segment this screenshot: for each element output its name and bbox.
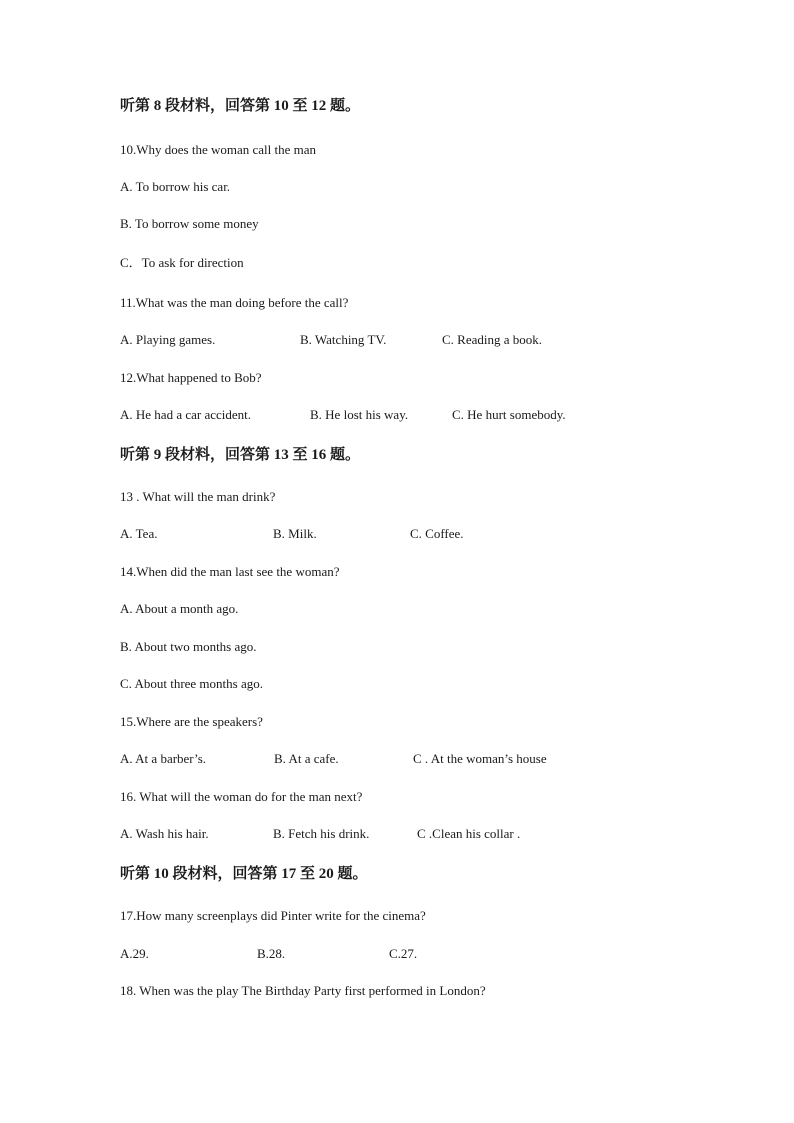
answer-option: B. About two months ago. <box>120 639 257 654</box>
answer-option: C. About three months ago. <box>120 676 263 691</box>
section-heading: 听第 9 段材料，回答第 13 至 16 题。 <box>120 447 361 463</box>
question-text: 17.How many screenplays did Pinter write for the cinema? <box>120 908 426 923</box>
question-text: 15.Where are the speakers? <box>120 714 263 729</box>
question-text: 10.Why does the woman call the man <box>120 142 317 157</box>
answer-option: A. Wash his hair. <box>120 826 209 841</box>
answer-option: B. Fetch his drink. <box>273 826 370 841</box>
answer-option: B. Milk. <box>273 526 317 541</box>
answer-option: C.27. <box>389 946 418 961</box>
section-heading: 听第 10 段材料，回答第 17 至 20 题。 <box>120 866 368 882</box>
answer-option: A. About a month ago. <box>120 601 239 616</box>
question-text: 12.What happened to Bob? <box>120 370 262 385</box>
answer-option: A. At a barber’s. <box>120 751 207 766</box>
answer-option: B.28. <box>257 946 286 961</box>
answer-option: A. Tea. <box>120 526 158 541</box>
answer-option: A. Playing games. <box>120 332 216 347</box>
answer-option: B. Watching TV. <box>300 332 387 347</box>
answer-option: A.29. <box>120 946 149 961</box>
answer-option: B. He lost his way. <box>310 407 409 422</box>
answer-option: C. Coffee. <box>410 526 464 541</box>
question-text: 14.When did the man last see the woman? <box>120 564 340 579</box>
question-text: 13 . What will the man drink? <box>120 489 276 504</box>
answer-option: C. He hurt somebody. <box>452 407 566 422</box>
question-text: 18. When was the play The Birthday Party first performed in London? <box>120 983 486 998</box>
answer-option: C . At the woman’s house <box>413 751 547 766</box>
question-text: 16. What will the woman do for the man next? <box>120 789 363 804</box>
answer-option: B. To borrow some money <box>120 216 259 231</box>
answer-option: B. At a cafe. <box>274 751 339 766</box>
answer-option: A. To borrow his car. <box>120 179 231 194</box>
answer-option: C .Clean his collar . <box>417 826 521 841</box>
answer-option: C．To ask for direction <box>120 255 244 270</box>
answer-option: C. Reading a book. <box>442 332 543 347</box>
question-text: 11.What was the man doing before the call? <box>120 295 349 310</box>
section-heading: 听第 8 段材料，回答第 10 至 12 题。 <box>120 98 361 114</box>
answer-option: A. He had a car accident. <box>120 407 252 422</box>
